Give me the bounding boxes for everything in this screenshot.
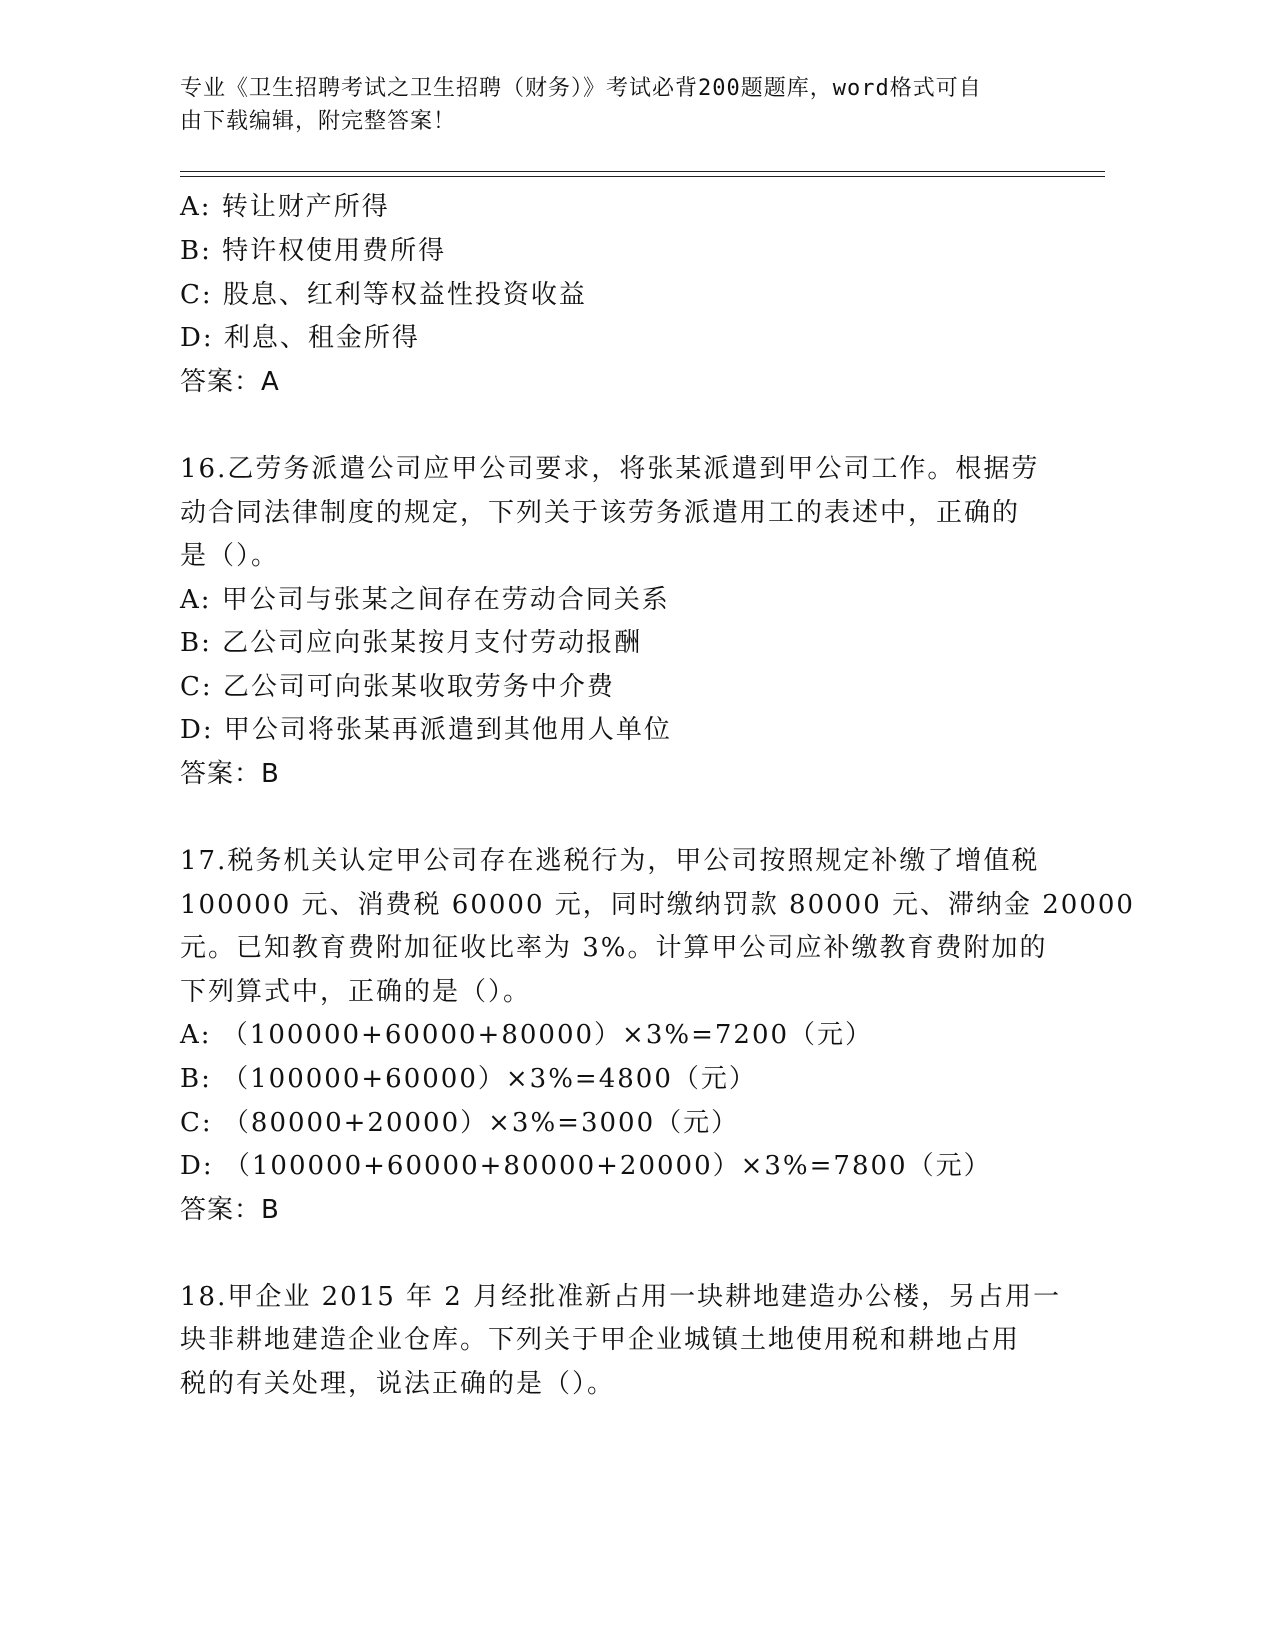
q16-stem-line-3: 是（）。 (180, 541, 280, 571)
q18-stem-line-1: 18.甲企业 2015 年 2 月经批准新占用一块耕地建造办公楼，另占用一 (180, 1282, 1062, 1312)
q16-stem-line-2: 动合同法律制度的规定，下列关于该劳务派遣用工的表述中，正确的 (180, 498, 1021, 528)
q17-option-d: D: （100000+60000+80000+20000）×3%=7800（元） (180, 1151, 992, 1181)
q15-option-a: A: 转让财产所得 (180, 192, 390, 222)
q18-stem-line-2: 块非耕地建造企业仓库。下列关于甲企业城镇土地使用税和耕地占用 (180, 1325, 1021, 1355)
q17-answer: 答案：B (180, 1195, 280, 1225)
q17-option-b: B: （100000+60000）×3%=4800（元） (180, 1064, 757, 1094)
q15-option-d: D: 利息、租金所得 (180, 323, 420, 353)
q16-option-a: A: 甲公司与张某之间存在劳动合同关系 (180, 585, 670, 615)
q16-answer: 答案：B (180, 759, 280, 789)
header-line-1: 专业《卫生招聘考试之卫生招聘（财务）》考试必背200题题库，word格式可自 (180, 76, 982, 101)
header-divider-bottom (180, 176, 1105, 177)
q17-stem-line-2: 100000 元、消费税 60000 元，同时缴纳罚款 80000 元、滞纳金 20000 (180, 890, 1135, 920)
q16-option-b: B: 乙公司应向张某按月支付劳动报酬 (180, 628, 643, 658)
q18-stem-line-3: 税的有关处理，说法正确的是（）。 (180, 1369, 616, 1399)
document-header (180, 72, 1060, 138)
header-divider-top (180, 171, 1105, 172)
q17-option-a: A: （100000+60000+80000）×3%=7200（元） (180, 1020, 874, 1050)
q17-option-c: C: （80000+20000）×3%=3000（元） (180, 1108, 740, 1138)
q16-option-d: D: 甲公司将张某再派遣到其他用人单位 (180, 715, 672, 745)
q15-option-c: C: 股息、红利等权益性投资收益 (180, 280, 587, 310)
q17-stem-line-3: 元。已知教育费附加征收比率为 3%。计算甲公司应补缴教育费附加的 (180, 933, 1048, 963)
q15-answer: 答案：A (180, 367, 280, 397)
header-line-2: 由下载编辑，附完整答案！ (180, 109, 457, 134)
q16-stem-line-1: 16.乙劳务派遣公司应甲公司要求，将张某派遣到甲公司工作。根据劳 (180, 454, 1040, 484)
q17-stem-line-4: 下列算式中，正确的是（）。 (180, 977, 532, 1007)
q16-option-c: C: 乙公司可向张某收取劳务中介费 (180, 672, 615, 702)
q17-stem-line-1: 17.税务机关认定甲公司存在逃税行为，甲公司按照规定补缴了增值税 (180, 846, 1040, 876)
q15-option-b: B: 特许权使用费所得 (180, 236, 447, 266)
